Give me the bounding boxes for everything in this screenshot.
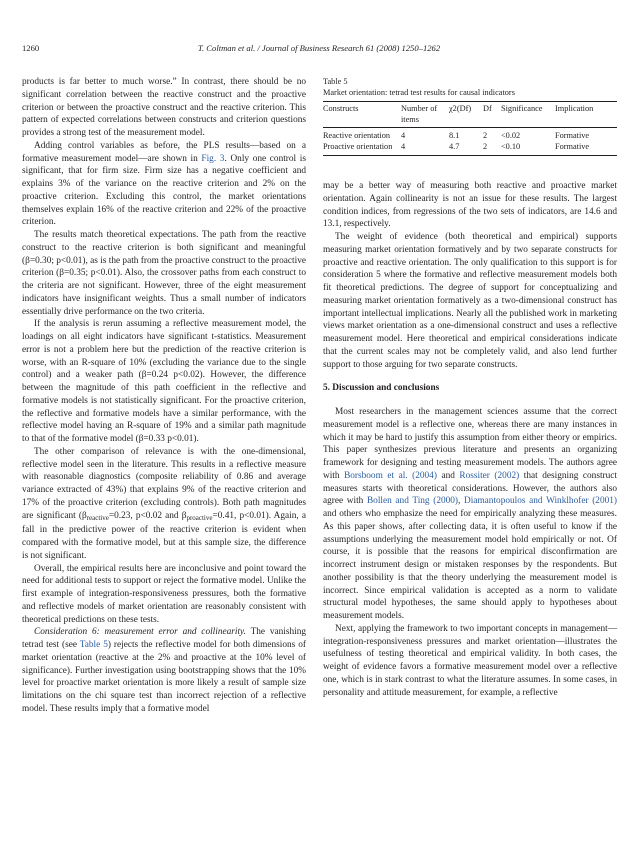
paragraph: Overall, the empirical results here are inconclusive and point toward the need for additional tests to support or reject the formative model. Unlike the first example of integration-responsiveness pressures, both the formative and reflective models of market orientation are reasonably consistent with theoretical predictions on these tests. [22,563,306,625]
table-cell: 4 [401,141,406,151]
running-head: T. Coltman et al. / Journal of Business Research 61 (2008) 1250–1262 [197,43,441,53]
table-row [323,128,617,142]
paragraph: The weight of evidence (both theoretical and empirical) supports measuring market orientation formatively and by two separate constructs for proactive and reactive orientation. The only qualification to this support is for consideration 5 where the formative and reflective measurement models both fit theoretical predictions. The degree of support for conceptualizing and measuring market orientation formatively as a two-dimensional construct has important intellectual implications. Nearly all the published work in marketing views market orientation as a one-dimensional construct and uses a reflective measurement model. Here theoretical and empirical considerations indicate that the current scales may not be completely valid, and also lend further support to those arguing for two separate constructs. [323,232,617,370]
column-header: Number of items [401,104,438,124]
table-row [323,142,617,156]
section-heading: 5. Discussion and conclusions [323,383,440,394]
column-header: Significance [501,104,543,113]
right-column [323,180,617,699]
paragraph: may be a better way of measuring both reactive and proactive market orientation. Again collinearity is not an issue for these results. The largest condition indices, from regressions of the two sets of indicators, are 14.6 and 13.1, respectively. [323,181,617,230]
table-label: Table 5 [323,77,348,86]
table-cell: 8.1 [449,131,460,140]
table-cell: Formative [555,131,590,140]
paragraph: Next, applying the framework to two important concepts in management—integration-responsiveness pressures and market orientation—illustrates the usefulness of testing theoretical and empirical validity. In both cases, the weight of evidence favors a formative measurement model over a reflective one, which is in stark contrast to what the literature assumes. In some cases, in personality and attitude measurement, for example, a reflective [323,623,617,698]
paragraph: The other comparison of relevance is with the one-dimensional, reflective model seen in the literature. This results in a reflective measure with reasonable diagnostics (composite reliability of 0.86 and average variance extracted of 43%) that explains 9% of the reactive criterion and 17% of the proactive criterion (excluding controls). Both path magnitudes are significant ($\beta_{reactive}=0.23$, p<0.02 and $\beta_{proactive}=0.41$, p<0.01). Again, a fall in the predictive power of the reactive criterion is evident when compared with the formative model, but at this sample size, the difference is not significant. [22,446,306,561]
table-cell: 2 [483,131,488,140]
reference-link[interactable]: Bollen and Ting (2000) [366,496,459,507]
reference-link[interactable]: Borsboom et al. (2004) [344,470,437,481]
paragraph: products is far better to much worse.” In contrast, there should be no significant correlation between the reactive construct and the proactive criterion or between the proactive construct and the reactive criterion. This pattern of expected correlations between constructs and criterion questions provides a strong test of the measurement model. [22,77,306,138]
column-header: Implication [555,104,594,113]
table-header-row [323,102,617,128]
table-cell: Formative [555,141,590,151]
table-cell: <0.10 [501,141,521,151]
paragraph: Consideration 6: measurement error and collinearity. The vanishing tetrad test (see Table 5) rejects the reflective model for both dimensions of market orientation (reactive at the 2% and proactive at the 10% level of significance). Further investigation using bootstrapping shows that the 10% level for proactive market orientation is more likely a result of sample size limitations on the chi square test than incorrect rejection of a reflective model. These results imply that a formative model [22,627,306,714]
page-number: 1260 [22,43,40,53]
paragraph: The results match theoretical expectations. The path from the reactive construct to the reactive criterion is both significant and meaningful (β=0.30; p<0.01), as is the path from the proactive construct to the proactive criterion (β=0.35; p<0.01). Also, the crossover paths from each construct to the criteria are not significant. However, three of the eight measurement indicators have insignificant weights. Thus a small number of indicators essentially drive performance on the two criteria. [22,230,306,317]
column-header: χ2(Df) [449,104,472,113]
table-cell: 4.7 [449,141,460,151]
subheading: Consideration 6: measurement error and collinearity. [34,627,246,638]
table-link[interactable]: Table 5 [79,640,108,650]
reference-link[interactable]: Rossiter (2002) [459,470,520,481]
table-cell: 2 [483,141,488,151]
tetrad-table [323,101,617,156]
column-header: Constructs [323,104,359,113]
paragraph: Most researchers in the management sciences assume that the correct measurement model is a reflective one, whereas there are many instances in which it may be hard to justify this assumption from either theory or empirics. This paper synthesizes previous literature and presents an organizing framework for designing and testing measurement models. The authors agree with Borsboom et al. (2004) and Rossiter (2002) that designing construct measures starts with theoretical considerations. However, the authors also agree with Bollen and Ting (2000), Diamantopoulos and Winklhofer (2001) and others who emphasize the need for empirically analyzing these measures. As this paper shows, after collecting data, it is often useful to know if the assumptions underlying the measurement model hold empirically or not. Of course, it is possible that the reasons for empirical disconfirmation are incorrect instrument design or mistaken responses by the respondents. But another possibility is that the theory underlying the measurement model is incorrect. Since empirical validation is accepted as a norm to validate structural model hypotheses, the same should apply to hypotheses about measurement models. [323,407,617,621]
running-header [22,43,616,57]
reference-link[interactable]: Diamantopoulos and Winklhofer (2001) [464,496,617,507]
table-cell: Proactive orientation [323,141,393,151]
paragraph: Adding control variables as before, the PLS results—based on a formative measurement model—are shown in Fig. 3. Only one control is significant, that for firm size. Firm size has a negative coefficient and explains 3% of the variance on the reactive criterion and 2% on the proactive criterion. Excluding this control, the market orientations themselves explain 16% of the reactive criterion and 22% of the proactive criterion. [22,140,306,228]
table-cell: <0.02 [501,131,521,140]
table-cell: Reactive orientation [323,131,391,140]
table-5 [323,77,617,156]
figure-link[interactable]: Fig. 3 [201,153,225,164]
table-cell: 4 [401,131,406,140]
table-caption: Market orientation: tetrad test results for causal indicators [323,87,515,97]
paragraph: If the analysis is rerun assuming a reflective measurement model, the loadings on all eight indicators have significant t-statistics. Measurement error is not a problem here but the prediction of the reactive criterion is worse, with an R-square of 10% (excluding the variance due to the single control) and a weaker path (β=0.24 p<0.02). However, the difference between the magnitude of this path coefficient in the reflective and formative models is not statistically significant. For the proactive criterion, the reflective and formative models have a similar performance, with the reflective model having an R-square of 19% and a similar path magnitude to that of the formative model (β=0.33 p<0.01). [22,319,306,444]
column-header: Df [483,104,492,113]
left-column [22,76,306,716]
